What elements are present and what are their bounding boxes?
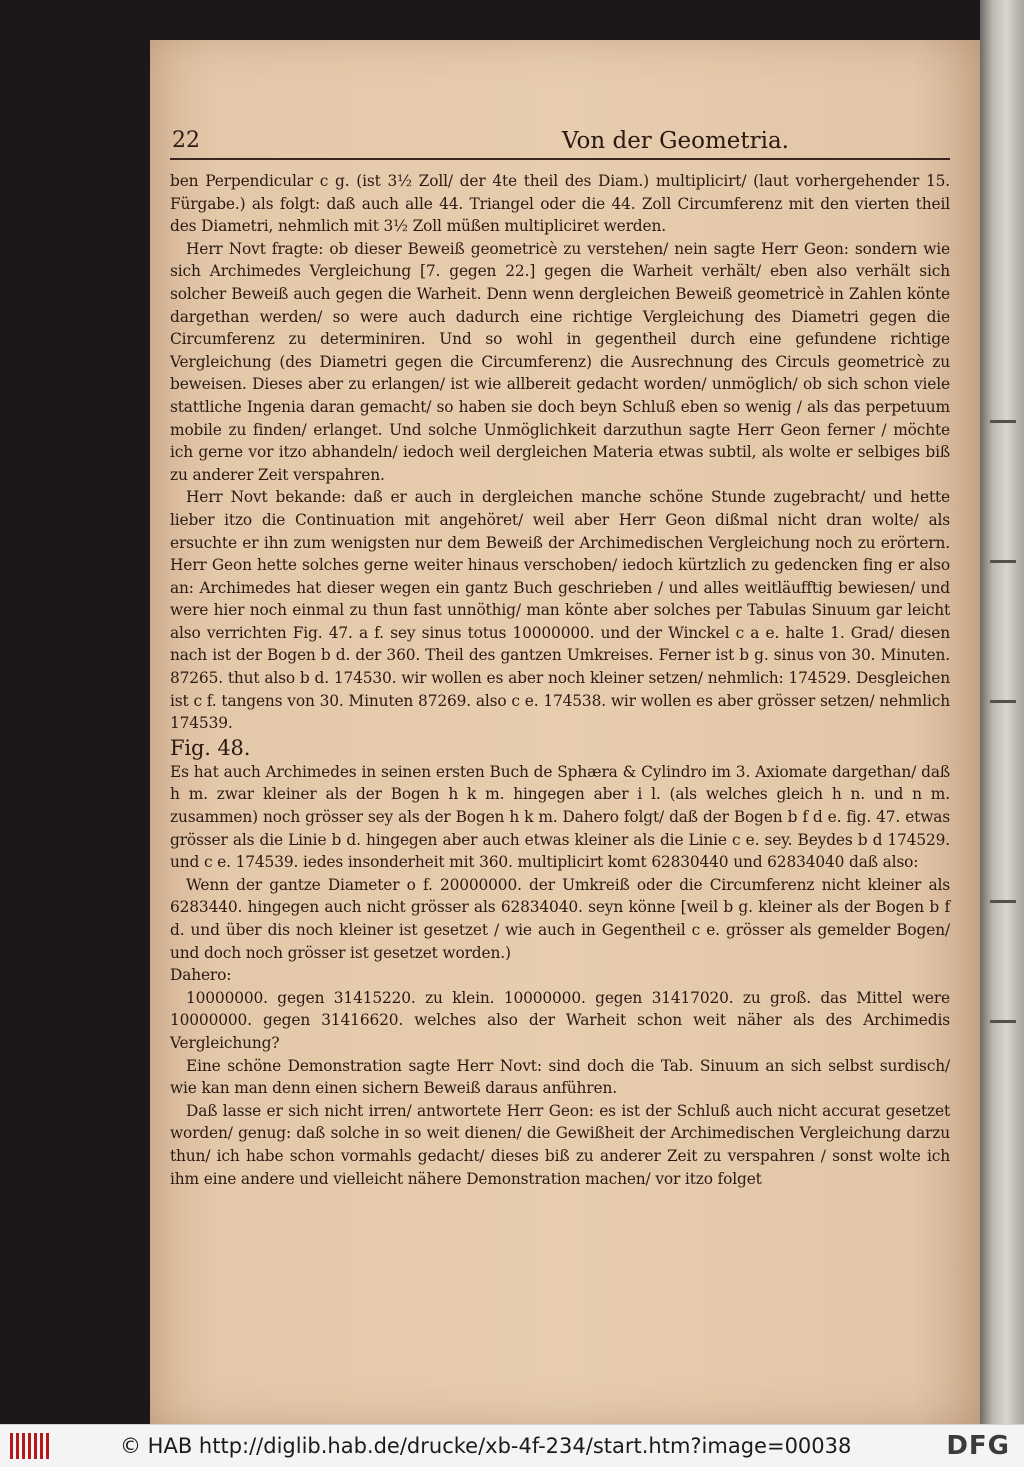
- dfg-logo: DFG: [946, 1431, 1010, 1461]
- paragraph: Es hat auch Archimedes in seinen ersten Buch de Sphæra & Cylindro im 3. Axiomate dargethan/ daß h m. zwar kleiner als der Bogen h k m. hingegen aber i l. (als welches gleich h n. und n m. zusammen) noch grösser sey als der Bogen h k m. Dahero folgt/ daß der Bogen b f d e. fig. 47. etwas grösser als die Linie b d. hingegen aber auch etwas kleiner als die Linie c e. sey. Beydes b d 174529. und c e. 174539. iedes insonderheit mit 360. multiplicirt komt 62830440 und 62834040 daß also:: [170, 762, 950, 872]
- page-number: 22: [172, 128, 200, 153]
- next-page-edge: [980, 0, 1024, 1424]
- paragraph: ben Perpendicular c g. (ist 3½ Zoll/ der 4te theil des Diam.) multiplicirt/ (laut vorhergehender 15. Fürgabe.) als folgt: daß auch alle 44. Triangel oder die 44. Zoll Circumferenz mit den vierten theil des Diametri, nehmlich mit 3½ Zoll müßen multipliciret werden.: [170, 172, 950, 236]
- body-text: [170, 170, 950, 1190]
- paragraph: Herr Novt fragte: ob dieser Beweiß geometricè zu verstehen/ nein sagte Herr Geon: sondern wie sich Archimedes Vergleichung [7. gegen 22.] gegen die Warheit verhält/ eben also verhält sich solcher Beweiß auch gegen die Warheit. Denn wenn dergleichen Beweiß geometricè in Zahlen könte dargethan werden/ so were auch dadurch eine richtige Vergleichung des Diametri gegen die Circumferenz zu determiniren. Und so wohl in gegentheil durch eine gefundene richtige Vergleichung (des Diametri gegen die Circumferenz) die Ausrechnung des Circuls geometricè zu beweisen. Dieses aber zu erlangen/ ist wie allbereit gedacht worden/ unmöglich/ ob sich schon viele stattliche Ingenia daran gemacht/ so haben sie doch beyn Schluß eben so wenig / als das perpetuum mobile zu finden/ erlanget. Und solche Unmöglichkeit darzuthun sagte Herr Geon ferner / möchte ich gerne vor itzo abhandeln/ iedoch weil dergleichen Materia etwas subtil, als wolte er selbiges biß zu anderer Zeit verspahren.: [170, 239, 950, 484]
- copyright-link[interactable]: © HAB http://diglib.hab.de/drucke/xb-4f-234/start.htm?image=00038: [120, 1434, 852, 1458]
- paragraph: Dahero:: [170, 966, 232, 985]
- barcode-icon: [10, 1433, 50, 1459]
- page-header: [170, 124, 950, 160]
- paragraph: Herr Novt bekande: daß er auch in dergleichen manche schöne Stunde zugebracht/ und hette lieber itzo die Continuation mit angehöret/ weil aber Herr Geon dißmal nicht dran wolte/ als ersuchte er ihn zum wenigsten nur dem Beweiß der Archimedischen Vergleichung noch zu erörtern. Herr Geon hette solches gerne weiter hinaus verschoben/ iedoch kürtzlich zu gedencken fing er also an: Archimedes hat dieser wegen ein gantz Buch geschrieben / und alles weitläufftig bewiesen/ und were hier noch einmal zu thun fast unnöthig/ man könte aber solches per Tabulas Sinuum gar leicht also verrichten Fig. 47. a f. sey sinus totus 10000000. und der Winckel c a e. halte 1. Grad/ diesen nach ist der Bogen b d. der 360. Theil des gantzen Umkreises. Ferner ist b g. sinus von 30. Minuten. 87265. thut also b d. 174530. wir wollen es aber noch kleiner setzen/ nehmlich: 174529. Desgleichen ist c f. tangens von 30. Minuten 87269. also c e. 174538. wir wollen es aber grösser setzen/ nehmlich 174539.: [170, 488, 950, 733]
- paragraph: 10000000. gegen 31415220. zu klein. 10000000. gegen 31417020. zu groß. das Mittel were 10000000. gegen 31416620. welches also der Warheit schon weit näher als des Archimedis Vergleichung?: [170, 988, 950, 1052]
- paragraph: Daß lasse er sich nicht irren/ antwortete Herr Geon: es ist der Schluß auch nicht accurat gesetzet worden/ genug: daß solche in so weit dienen/ die Gewißheit der Archimedischen Vergleichung darzu thun/ ich habe schon vormahls gedacht/ dieses biß zu anderer Zeit zu verspahren / sonst wolte ich ihm eine andere und vielleicht nähere Demonstration machen/ vor itzo folget: [170, 1101, 950, 1188]
- page-text-block: [170, 124, 950, 1190]
- footer-bar: [0, 1424, 1024, 1467]
- figure-heading: Fig. 48.: [170, 735, 251, 760]
- paragraph: Eine schöne Demonstration sagte Herr Novt: sind doch die Tab. Sinuum an sich selbst surdisch/ wie kan man denn einen sichern Beweiß daraus anführen.: [170, 1056, 950, 1098]
- paragraph: Wenn der gantze Diameter o f. 20000000. der Umkreiß oder die Circumferenz nicht kleiner als 6283440. hingegen auch nicht grösser als 62834040. seyn könne [weil b g. kleiner als der Bogen b f d. und über dis noch kleiner ist gesetzet / wie auch in Gegentheil c e. grösser als gemelder Bogen/ und doch noch grösser ist gesetzet worden.): [170, 875, 950, 962]
- running-title: Von der Geometria.: [562, 128, 789, 154]
